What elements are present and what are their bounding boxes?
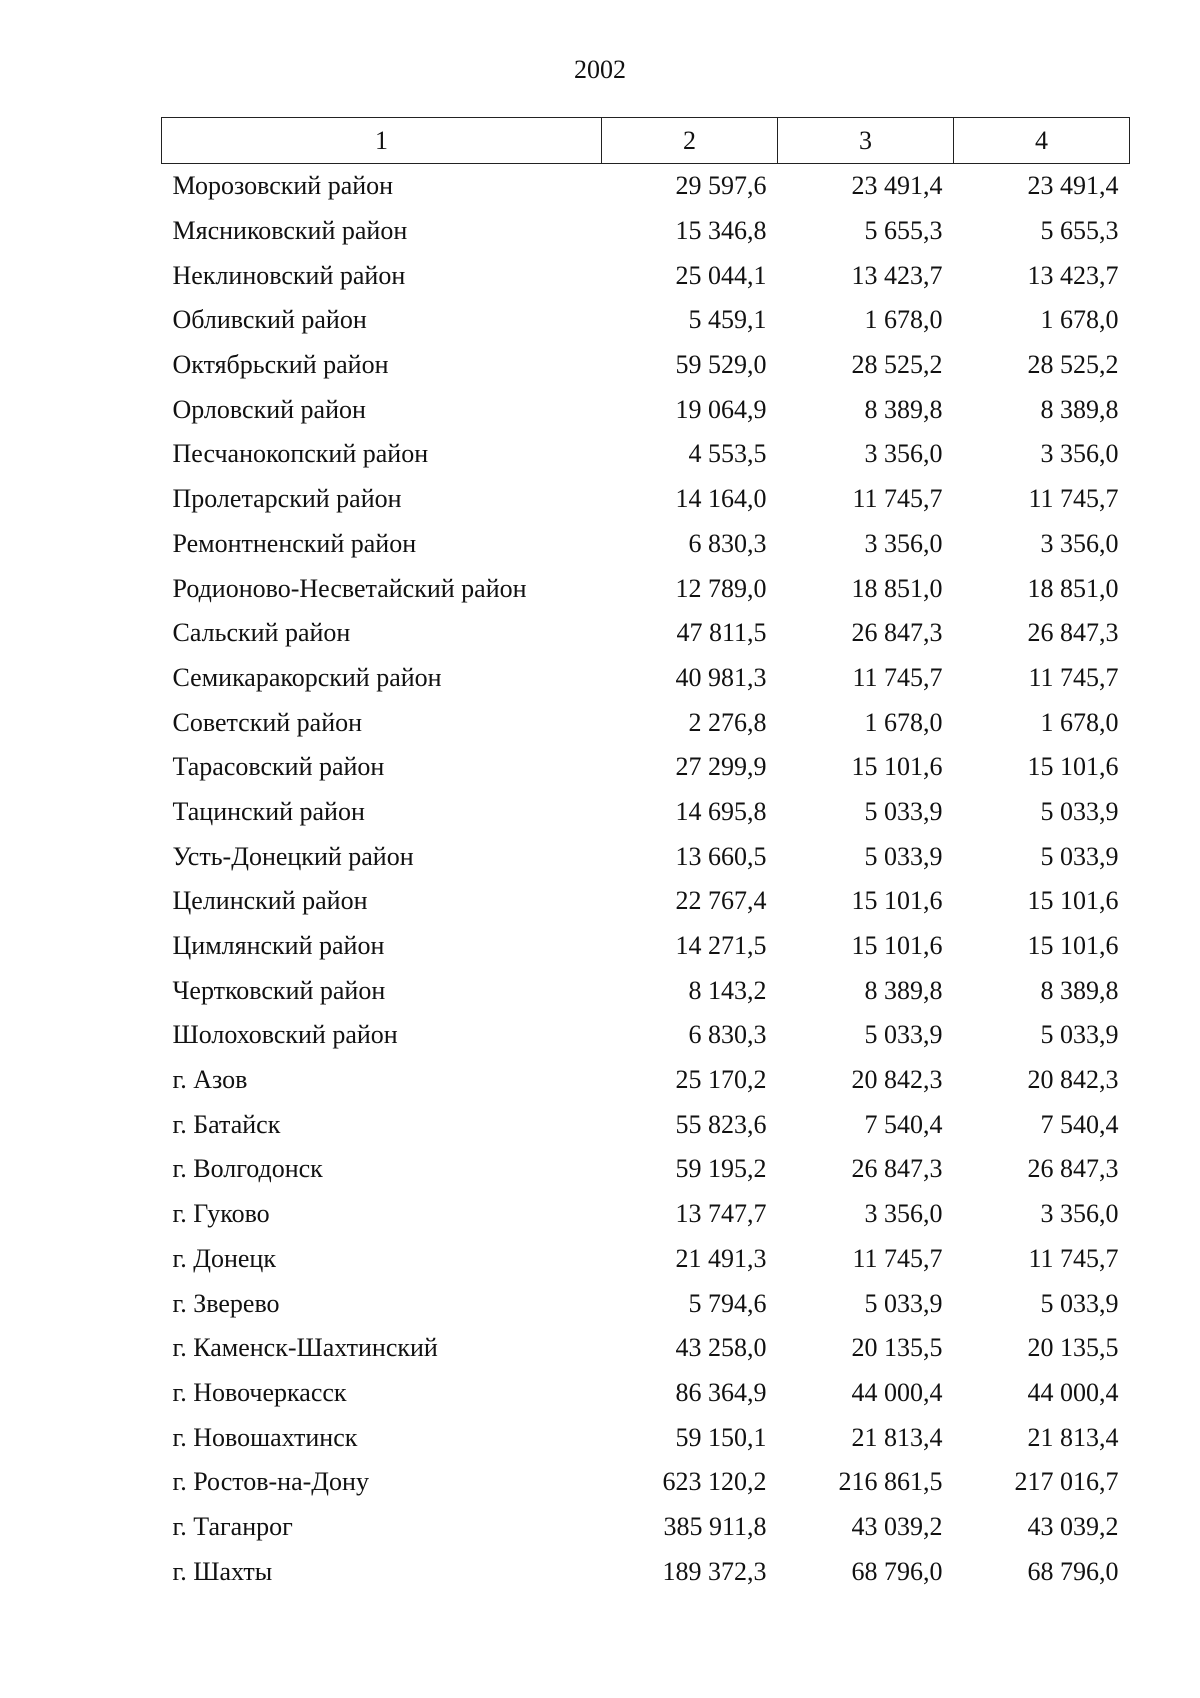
column-3-value-cell: 15 101,6 <box>851 931 943 961</box>
table-row <box>162 834 1130 879</box>
column-3-value-cell: 11 745,7 <box>852 662 943 692</box>
column-3-value-cell: 44 000,4 <box>851 1377 943 1407</box>
column-4-value-cell: 3 356,0 <box>1040 1199 1119 1229</box>
column-4-value-cell: 28 525,2 <box>1027 350 1119 380</box>
territory-name-cell: г. Гуково <box>172 1199 270 1229</box>
table-row <box>162 1460 1130 1505</box>
column-2-value-cell: 4 553,5 <box>688 439 767 469</box>
column-4-value-cell: 11 745,7 <box>1028 662 1119 692</box>
column-3-value-cell: 23 491,4 <box>851 171 943 201</box>
column-2-value-cell: 6 830,3 <box>688 528 767 558</box>
column-3-value-cell: 20 842,3 <box>851 1065 943 1095</box>
page-number: 2002 <box>574 55 626 84</box>
table-row <box>162 1281 1130 1326</box>
table-row <box>162 387 1130 432</box>
territory-name-cell: г. Новошахтинск <box>172 1422 358 1452</box>
column-3-value-cell: 11 745,7 <box>852 1243 943 1273</box>
table-row <box>162 343 1130 388</box>
table-row <box>162 253 1130 298</box>
table-row <box>162 522 1130 567</box>
column-4-value-cell: 5 033,9 <box>1040 796 1119 826</box>
column-3-value-cell: 26 847,3 <box>851 618 943 648</box>
column-4-value-cell: 5 033,9 <box>1040 1288 1119 1318</box>
territory-name-cell: Цимлянский район <box>172 931 385 961</box>
column-header-4: 4 <box>954 118 1130 164</box>
column-3-value-cell: 5 655,3 <box>864 216 943 246</box>
column-4-value-cell: 1 678,0 <box>1040 707 1119 737</box>
column-2-value-cell: 8 143,2 <box>688 975 767 1005</box>
column-3-value-cell: 15 101,6 <box>851 752 943 782</box>
column-3-value-cell: 43 039,2 <box>851 1511 943 1541</box>
column-2-value-cell: 14 164,0 <box>675 484 767 514</box>
table-row <box>162 432 1130 477</box>
territory-name-cell: г. Донецк <box>172 1243 276 1273</box>
column-2-value-cell: 25 170,2 <box>675 1065 767 1095</box>
column-2-value-cell: 27 299,9 <box>675 752 767 782</box>
column-4-value-cell: 44 000,4 <box>1027 1377 1119 1407</box>
table-row <box>162 477 1130 522</box>
territory-name-cell: Орловский район <box>172 394 366 424</box>
column-2-value-cell: 14 271,5 <box>675 931 767 961</box>
table-row <box>162 1102 1130 1147</box>
column-3-value-cell: 1 678,0 <box>864 707 943 737</box>
column-4-value-cell: 15 101,6 <box>1027 886 1119 916</box>
table-row <box>162 1237 1130 1282</box>
table-row <box>162 879 1130 924</box>
column-3-value-cell: 8 389,8 <box>864 394 943 424</box>
table-row <box>162 1058 1130 1103</box>
territory-name-cell: г. Волгодонск <box>172 1154 323 1184</box>
table-row <box>162 209 1130 254</box>
column-3-value-cell: 8 389,8 <box>864 975 943 1005</box>
territory-name-cell: г. Таганрог <box>172 1511 293 1541</box>
column-3-value-cell: 3 356,0 <box>864 528 943 558</box>
territory-name-cell: Семикаракорский район <box>172 662 442 692</box>
column-4-value-cell: 7 540,4 <box>1040 1109 1119 1139</box>
column-header-1: 1 <box>162 118 602 164</box>
column-3-value-cell: 15 101,6 <box>851 886 943 916</box>
column-2-value-cell: 12 789,0 <box>675 573 767 603</box>
column-4-value-cell: 11 745,7 <box>1028 484 1119 514</box>
table-body <box>162 164 1130 1595</box>
data-table <box>161 117 1130 1594</box>
column-2-value-cell: 29 597,6 <box>675 171 767 201</box>
territory-name-cell: Родионово-Несветайский район <box>172 573 527 603</box>
column-2-value-cell: 14 695,8 <box>675 796 767 826</box>
column-3-value-cell: 216 861,5 <box>838 1467 943 1497</box>
column-4-value-cell: 21 813,4 <box>1027 1422 1119 1452</box>
column-2-value-cell: 25 044,1 <box>675 260 767 290</box>
column-3-value-cell: 3 356,0 <box>864 439 943 469</box>
table-row <box>162 968 1130 1013</box>
header-row <box>162 118 1130 164</box>
territory-name-cell: г. Батайск <box>172 1109 281 1139</box>
table-row <box>162 745 1130 790</box>
territory-name-cell: Песчанокопский район <box>172 439 429 469</box>
table-row <box>162 164 1130 209</box>
territory-name-cell: Советский район <box>172 707 363 737</box>
table-row <box>162 1192 1130 1237</box>
territory-name-cell: г. Азов <box>172 1065 248 1095</box>
column-2-value-cell: 47 811,5 <box>676 618 767 648</box>
territory-name-cell: Ремонтненский район <box>172 528 417 558</box>
table-row <box>162 298 1130 343</box>
territory-name-cell: Морозовский район <box>172 171 394 201</box>
column-3-value-cell: 5 033,9 <box>864 841 943 871</box>
column-3-value-cell: 11 745,7 <box>852 484 943 514</box>
column-2-value-cell: 15 346,8 <box>675 216 767 246</box>
column-3-value-cell: 1 678,0 <box>864 305 943 335</box>
territory-name-cell: Мясниковский район <box>172 216 408 246</box>
column-4-value-cell: 15 101,6 <box>1027 931 1119 961</box>
column-3-value-cell: 20 135,5 <box>851 1333 943 1363</box>
column-4-value-cell: 11 745,7 <box>1028 1243 1119 1273</box>
table-row <box>162 1147 1130 1192</box>
table-row <box>162 656 1130 701</box>
column-3-value-cell: 7 540,4 <box>864 1109 943 1139</box>
territory-name-cell: г. Шахты <box>172 1556 273 1586</box>
table-row <box>162 1013 1130 1058</box>
table-row <box>162 1549 1130 1594</box>
table-row <box>162 924 1130 969</box>
column-4-value-cell: 3 356,0 <box>1040 439 1119 469</box>
column-2-value-cell: 22 767,4 <box>675 886 767 916</box>
column-4-value-cell: 5 655,3 <box>1040 216 1119 246</box>
column-4-value-cell: 8 389,8 <box>1040 394 1119 424</box>
column-2-value-cell: 40 981,3 <box>675 662 767 692</box>
territory-name-cell: Тарасовский район <box>172 752 385 782</box>
column-2-value-cell: 55 823,6 <box>675 1109 767 1139</box>
column-2-value-cell: 19 064,9 <box>675 394 767 424</box>
column-3-value-cell: 68 796,0 <box>851 1556 943 1586</box>
column-2-value-cell: 2 276,8 <box>688 707 767 737</box>
column-header-2: 2 <box>602 118 778 164</box>
territory-name-cell: Целинский район <box>172 886 368 916</box>
column-4-value-cell: 5 033,9 <box>1040 1020 1119 1050</box>
column-4-value-cell: 43 039,2 <box>1027 1511 1119 1541</box>
column-3-value-cell: 5 033,9 <box>864 1288 943 1318</box>
column-2-value-cell: 623 120,2 <box>662 1467 767 1497</box>
column-4-value-cell: 20 135,5 <box>1027 1333 1119 1363</box>
column-4-value-cell: 23 491,4 <box>1027 171 1119 201</box>
column-4-value-cell: 15 101,6 <box>1027 752 1119 782</box>
column-4-value-cell: 68 796,0 <box>1027 1556 1119 1586</box>
column-2-value-cell: 385 911,8 <box>663 1511 767 1541</box>
territory-name-cell: г. Новочеркасск <box>172 1377 347 1407</box>
territory-name-cell: Усть-Донецкий район <box>172 841 414 871</box>
table-row <box>162 790 1130 835</box>
column-3-value-cell: 13 423,7 <box>851 260 943 290</box>
column-4-value-cell: 5 033,9 <box>1040 841 1119 871</box>
table-row <box>162 566 1130 611</box>
column-2-value-cell: 86 364,9 <box>675 1377 767 1407</box>
column-2-value-cell: 59 195,2 <box>675 1154 767 1184</box>
column-4-value-cell: 217 016,7 <box>1014 1467 1119 1497</box>
column-4-value-cell: 26 847,3 <box>1027 618 1119 648</box>
column-3-value-cell: 3 356,0 <box>864 1199 943 1229</box>
table-row <box>162 700 1130 745</box>
column-4-value-cell: 20 842,3 <box>1027 1065 1119 1095</box>
table-row <box>162 1505 1130 1550</box>
territory-name-cell: г. Зверево <box>172 1288 280 1318</box>
column-2-value-cell: 43 258,0 <box>675 1333 767 1363</box>
table-row <box>162 1371 1130 1416</box>
territory-name-cell: Обливский район <box>172 305 367 335</box>
column-3-value-cell: 28 525,2 <box>851 350 943 380</box>
column-header-3: 3 <box>778 118 954 164</box>
column-2-value-cell: 13 660,5 <box>675 841 767 871</box>
column-2-value-cell: 5 794,6 <box>688 1288 767 1318</box>
column-2-value-cell: 21 491,3 <box>675 1243 767 1273</box>
column-2-value-cell: 13 747,7 <box>675 1199 767 1229</box>
column-4-value-cell: 3 356,0 <box>1040 528 1119 558</box>
table-header <box>162 118 1130 164</box>
column-3-value-cell: 26 847,3 <box>851 1154 943 1184</box>
column-4-value-cell: 26 847,3 <box>1027 1154 1119 1184</box>
territory-name-cell: Неклиновский район <box>172 260 406 290</box>
table-row <box>162 611 1130 656</box>
column-3-value-cell: 5 033,9 <box>864 1020 943 1050</box>
territory-name-cell: Сальский район <box>172 618 351 648</box>
column-3-value-cell: 21 813,4 <box>851 1422 943 1452</box>
territory-name-cell: Тацинский район <box>172 796 365 826</box>
column-2-value-cell: 59 529,0 <box>675 350 767 380</box>
column-2-value-cell: 6 830,3 <box>688 1020 767 1050</box>
table-row <box>162 1415 1130 1460</box>
territory-name-cell: Чертковский район <box>172 975 386 1005</box>
territory-name-cell: Пролетарский район <box>172 484 402 514</box>
column-2-value-cell: 189 372,3 <box>662 1556 767 1586</box>
column-4-value-cell: 13 423,7 <box>1027 260 1119 290</box>
column-3-value-cell: 18 851,0 <box>851 573 943 603</box>
territory-name-cell: Октябрьский район <box>172 350 389 380</box>
table-row <box>162 1326 1130 1371</box>
column-4-value-cell: 8 389,8 <box>1040 975 1119 1005</box>
column-3-value-cell: 5 033,9 <box>864 796 943 826</box>
territory-name-cell: г. Каменск-Шахтинский <box>172 1333 438 1363</box>
territory-name-cell: Шолоховский район <box>172 1020 398 1050</box>
column-4-value-cell: 18 851,0 <box>1027 573 1119 603</box>
territory-name-cell: г. Ростов-на-Дону <box>172 1467 369 1497</box>
column-2-value-cell: 59 150,1 <box>675 1422 767 1452</box>
column-4-value-cell: 1 678,0 <box>1040 305 1119 335</box>
column-2-value-cell: 5 459,1 <box>688 305 767 335</box>
